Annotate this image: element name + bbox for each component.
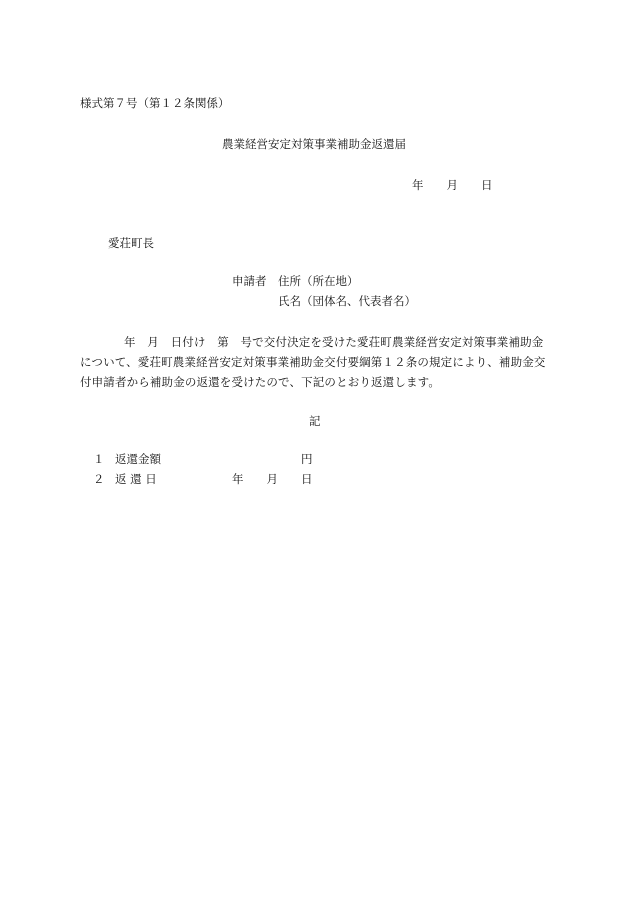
applicant-address-line: [232, 274, 359, 288]
ki-heading: 記: [309, 414, 321, 428]
body-line-2: について、愛荘町農業経営安定対策事業補助金交付要綱第１２条の規定により、補助金交: [80, 355, 546, 369]
item-value: 円: [301, 452, 313, 466]
applicant-address-label: 住所（所在地）: [278, 274, 359, 288]
body-line-3: 付申請者から補助金の返還を受けたので、下記のとおり返還します。: [80, 375, 440, 389]
applicant-name-label: 氏名（団体名、代表者名）: [278, 294, 416, 308]
document-title: 農業経営安定対策事業補助金返還届: [222, 137, 406, 151]
item-number: １: [93, 452, 105, 466]
item-number: ２: [93, 472, 105, 486]
form-number-label: 様式第７号（第１２条関係）: [80, 96, 230, 110]
item-value: 年 月 日: [232, 472, 313, 486]
body-paragraph: [80, 332, 552, 392]
date-line: 年 月 日: [412, 178, 493, 192]
applicant-role-label: 申請者: [232, 274, 267, 288]
item-label: 返 還 日: [115, 472, 157, 486]
item-label: 返還金額: [115, 452, 161, 466]
addressee: 愛荘町長: [108, 236, 154, 250]
body-line-1: 年 月 日付け 第 号で交付決定を受けた愛荘町農業経営安定対策事業補助金: [124, 335, 544, 349]
applicant-name-line: [232, 294, 416, 308]
